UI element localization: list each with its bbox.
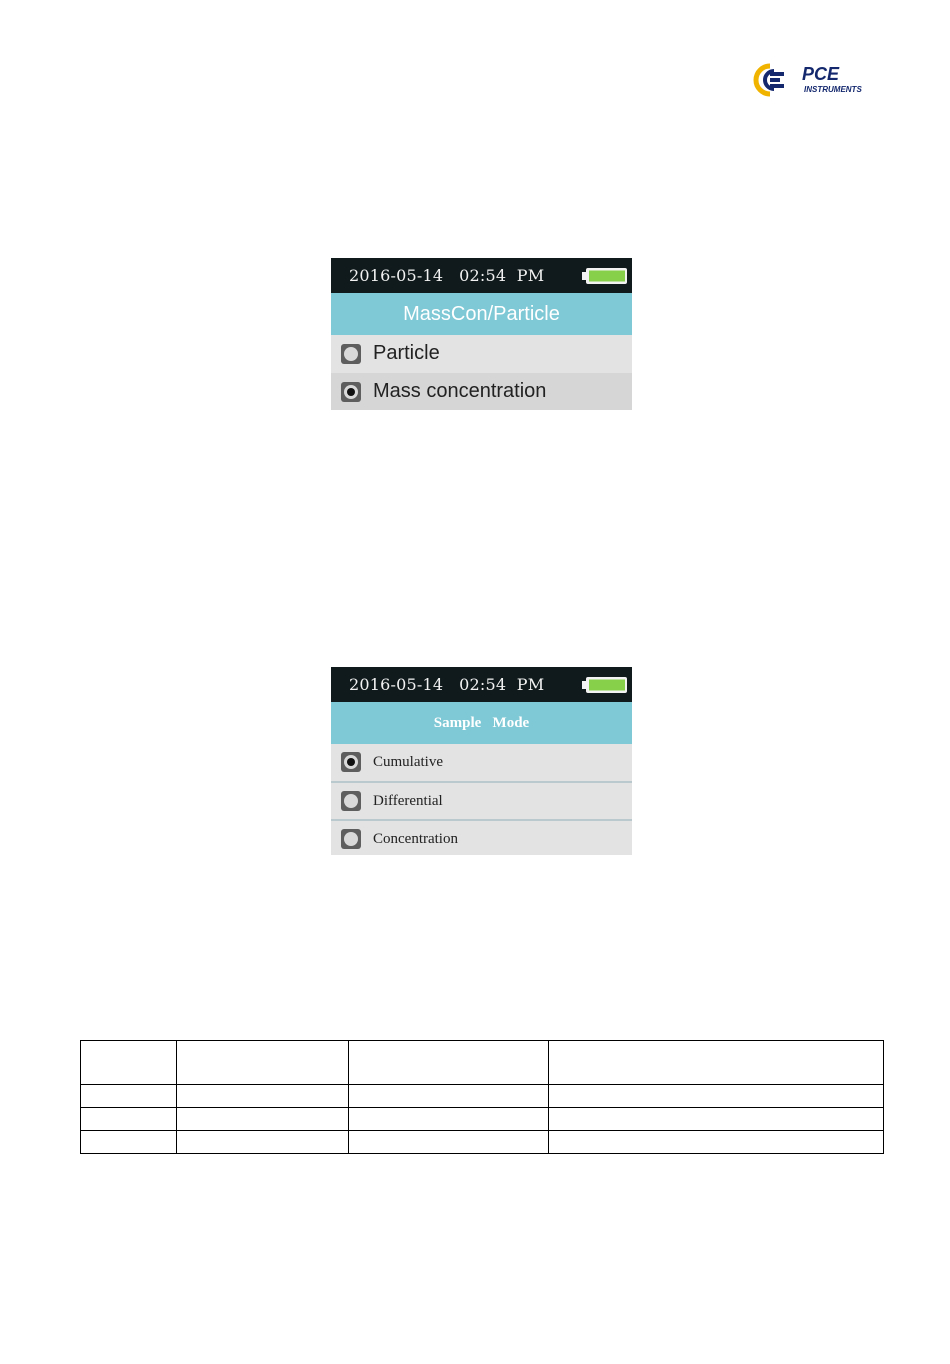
option-label: Cumulative [373, 754, 443, 770]
table-cell [549, 1108, 884, 1131]
sample-mode-screen [331, 667, 632, 853]
table-row [81, 1085, 884, 1108]
logo-icon [752, 62, 884, 98]
radio-unchecked-icon[interactable] [341, 829, 361, 849]
table-cell [177, 1041, 349, 1085]
table-cell [349, 1085, 549, 1108]
table-cell [349, 1108, 549, 1131]
radio-checked-icon[interactable] [341, 752, 361, 772]
table-cell [81, 1041, 177, 1085]
option-label: Concentration [373, 831, 458, 847]
empty-table [80, 1040, 884, 1154]
table-cell [349, 1131, 549, 1154]
screen-title: Sample Mode [331, 702, 632, 744]
svg-text:PCE: PCE [802, 64, 840, 84]
radio-checked-icon[interactable] [341, 382, 361, 402]
battery-icon [582, 676, 628, 694]
option-cumulative[interactable] [331, 744, 632, 781]
option-label: Differential [373, 793, 443, 809]
status-bar [331, 667, 632, 702]
table-cell [177, 1131, 349, 1154]
svg-text:INSTRUMENTS: INSTRUMENTS [804, 85, 862, 94]
table-cell [177, 1085, 349, 1108]
table-cell [549, 1085, 884, 1108]
option-differential[interactable] [331, 781, 632, 820]
option-label: Particle [373, 342, 440, 364]
option-particle[interactable] [331, 335, 632, 372]
option-concentration[interactable] [331, 819, 632, 855]
datetime-display: 2016-05-14 02:54 PM [349, 266, 545, 285]
table-cell [549, 1131, 884, 1154]
table-cell [81, 1108, 177, 1131]
table-cell [349, 1041, 549, 1085]
table-row [81, 1108, 884, 1131]
status-bar [331, 258, 632, 293]
table-cell [549, 1041, 884, 1085]
table-header-row [81, 1041, 884, 1085]
masscon-particle-screen [331, 258, 632, 410]
table-cell [81, 1085, 177, 1108]
battery-icon [582, 267, 628, 285]
radio-unchecked-icon[interactable] [341, 344, 361, 364]
option-mass-concentration[interactable] [331, 373, 632, 410]
table-row [81, 1131, 884, 1154]
table-cell [81, 1131, 177, 1154]
pce-instruments-logo [752, 62, 884, 98]
datetime-display: 2016-05-14 02:54 PM [349, 675, 545, 694]
table-cell [177, 1108, 349, 1131]
screen-title: MassCon/Particle [331, 293, 632, 335]
option-label: Mass concentration [373, 380, 547, 402]
radio-unchecked-icon[interactable] [341, 791, 361, 811]
